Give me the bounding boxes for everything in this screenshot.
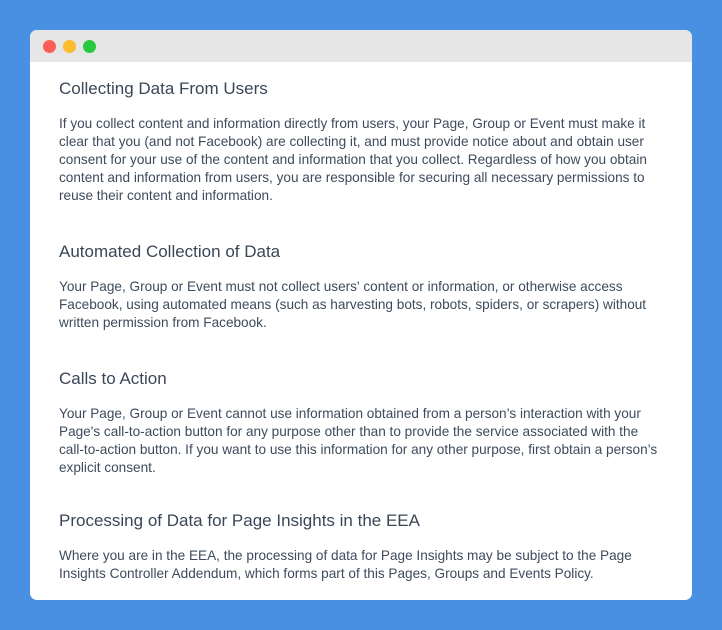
minimize-window-button[interactable]	[63, 40, 76, 53]
section-page-insights-eea	[59, 510, 664, 583]
section-heading: Processing of Data for Page Insights in the EEA	[59, 511, 420, 530]
policy-content	[30, 62, 692, 583]
section-body: If you collect content and information directly from users, your Page, Group or Event must make it clear that you (and not Facebook) are collecting it, and must provide notice about and obtain user consent for your use of the content and information that you collect. Regardless of how you obtain content and information from users, you are responsible for securing all necessary permissions to reuse their content and information.	[59, 116, 647, 203]
section-heading: Calls to Action	[59, 369, 167, 388]
section-body: Your Page, Group or Event must not collect users' content or information, or otherwise access Facebook, using automated means (such as harvesting bots, robots, spiders, or scrapers) without written permission from Facebook.	[59, 279, 647, 330]
section-automated-collection	[59, 241, 664, 332]
browser-window	[30, 30, 692, 600]
section-heading: Automated Collection of Data	[59, 242, 281, 261]
maximize-window-button[interactable]	[83, 40, 96, 53]
section-collecting-data	[59, 78, 664, 205]
section-heading: Collecting Data From Users	[59, 79, 268, 98]
section-body: Your Page, Group or Event cannot use information obtained from a person’s interaction with your Page's call-to-action button for any purpose other than to provide the service associated with the call-to-action button. If you want to use this information for any other purpose, first obtain a person’s explicit consent.	[59, 406, 658, 475]
section-body: Where you are in the EEA, the processing of data for Page Insights may be subject to the Page Insights Controller Addendum, which forms part of this Pages, Groups and Events Policy.	[59, 548, 632, 581]
section-calls-to-action	[59, 368, 664, 477]
close-window-button[interactable]	[43, 40, 56, 53]
window-titlebar	[30, 30, 692, 62]
